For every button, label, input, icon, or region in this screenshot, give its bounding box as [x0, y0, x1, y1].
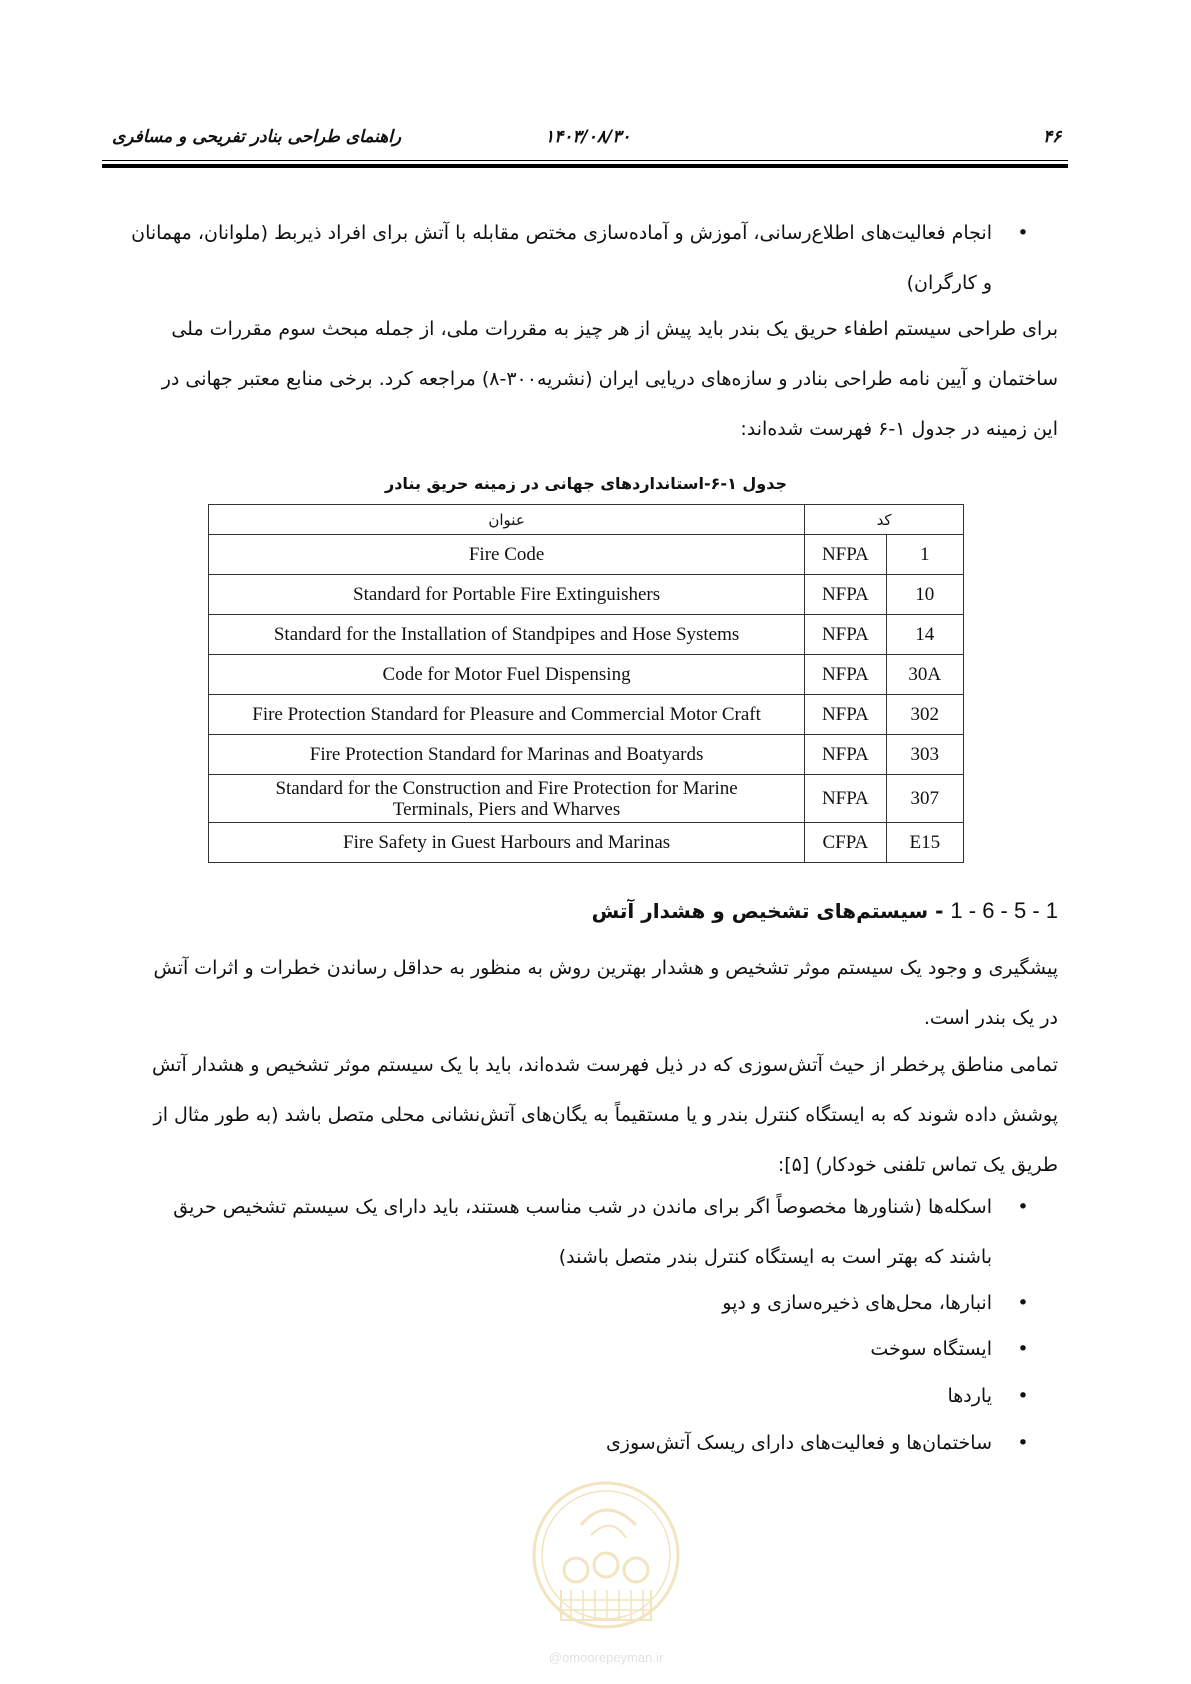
bullet-icon: • — [1017, 1292, 1029, 1314]
standard-org: NFPA — [805, 735, 886, 775]
bullet-icon: • — [1017, 1432, 1029, 1454]
standard-org: NFPA — [805, 775, 886, 823]
bullet-icon: • — [1017, 1385, 1029, 1407]
paragraph-line: برای طراحی سیستم اطفاء حریق یک بندر باید پیش از هر چیز به مقررات ملی، از جمله مبحث سوم مقررات ملی — [171, 318, 1058, 340]
watermark — [521, 1470, 691, 1670]
list-item-line: اسکله‌ها (شناورها مخصوصاً اگر برای ماندن در شب مناسب هستند، باید دارای یک سیستم تشخیص حریق — [173, 1196, 992, 1218]
table-row — [209, 695, 964, 735]
table-row — [209, 775, 964, 823]
standard-title: Fire Code — [209, 535, 805, 575]
list-item — [114, 1324, 1034, 1374]
standard-title: Standard for the Installation of Standpipes and Hose Systems — [209, 615, 805, 655]
list-item — [114, 1418, 1034, 1468]
standard-number: 10 — [886, 575, 963, 615]
intro-bullet-text — [114, 208, 992, 308]
standard-title — [209, 775, 805, 823]
standard-number: 30A — [886, 655, 963, 695]
paragraph-line: پیشگیری و وجود یک سیستم موثر تشخیص و هشدار بهترین روش به منظور به حداقل رساندن خطرات و اثرات آتش — [153, 957, 1058, 979]
table-row — [209, 655, 964, 695]
list-item-text: ساختمان‌ها و فعالیت‌های دارای ریسک آتش‌سوزی — [605, 1432, 992, 1454]
standards-table — [208, 504, 964, 863]
section-heading — [300, 898, 1058, 924]
standard-org: NFPA — [805, 615, 886, 655]
standard-title: Standard for Portable Fire Extinguishers — [209, 575, 805, 615]
header-date: ۱۴۰۳/۰۸/۳۰ — [545, 127, 631, 147]
paragraph-line: تمامی مناطق پرخطر از حیث آتش‌سوزی که در ذیل فهرست شده‌اند، باید با یک سیستم موثر تشخیص و هشدار آتش — [152, 1054, 1058, 1076]
intro-bullet — [114, 208, 1034, 308]
table-row — [209, 535, 964, 575]
standard-number: 14 — [886, 615, 963, 655]
standard-number: 302 — [886, 695, 963, 735]
table-header-row — [209, 505, 964, 535]
standard-title: Fire Safety in Guest Harbours and Marinas — [209, 823, 805, 863]
watermark-logo-icon — [521, 1470, 691, 1645]
header-rule-thick — [102, 164, 1068, 168]
standard-number: 303 — [886, 735, 963, 775]
standard-org: NFPA — [805, 575, 886, 615]
list-item-text — [114, 1182, 992, 1282]
standard-title: Fire Protection Standard for Marinas and Boatyards — [209, 735, 805, 775]
paragraph-line: طریق یک تماس تلفنی خودکار) [۵]: — [777, 1154, 1058, 1176]
table-row — [209, 823, 964, 863]
standard-title: Fire Protection Standard for Pleasure and Commercial Motor Craft — [209, 695, 805, 735]
table-row — [209, 615, 964, 655]
section-dash: - — [928, 899, 944, 923]
list-item-text: انبارها، محل‌های ذخیره‌سازی و دپو — [722, 1292, 992, 1314]
paragraph-line: پوشش داده شوند که به ایستگاه کنترل بندر و یا مستقیماً به یگان‌های آتش‌نشانی محلی متصل باشد (به طور مثال از — [153, 1104, 1058, 1126]
section-paragraph-1 — [114, 943, 1058, 1043]
section-paragraph-2 — [114, 1040, 1058, 1190]
list-item-line: باشند که بهتر است به ایستگاه کنترل بندر متصل باشند) — [558, 1246, 992, 1268]
section-title: سیستم‌های تشخیص و هشدار آتش — [591, 899, 929, 923]
standard-org: NFPA — [805, 535, 886, 575]
bullet-icon: • — [1017, 1338, 1029, 1360]
list-item-text: ایستگاه سوخت — [870, 1338, 992, 1360]
table-row — [209, 735, 964, 775]
header-title: راهنمای طراحی بنادر تفریحی و مسافری — [112, 127, 402, 147]
list-item — [114, 1182, 1034, 1282]
standard-title-line: Standard for the Construction and Fire Protection for Marine — [275, 777, 738, 799]
bullet-icon: • — [1017, 1196, 1029, 1218]
list-item — [114, 1278, 1034, 1328]
watermark-site: @omoorepeyman.ir — [548, 1650, 664, 1665]
paragraph-line: ساختمان و آیین نامه طراحی بنادر و سازه‌های دریایی ایران (نشریه۳۰۰-۸) مراجعه کرد. برخی منابع معتبر جهانی در — [161, 368, 1058, 390]
table-caption: جدول ۱-۶-استانداردهای جهانی در زمینه حریق بنادر — [385, 474, 787, 493]
standard-number: E15 — [886, 823, 963, 863]
page-number: ۴۶ — [1043, 127, 1062, 147]
header-title-cell: عنوان — [209, 505, 805, 535]
standard-title-line: Terminals, Piers and Wharves — [392, 798, 621, 820]
paragraph-line: در یک بندر است. — [923, 1007, 1058, 1029]
paragraph-line: این زمینه در جدول ۱-۶ فهرست شده‌اند: — [740, 418, 1058, 440]
standard-org: NFPA — [805, 655, 886, 695]
intro-paragraph — [114, 304, 1058, 454]
list-item-text: یاردها — [947, 1385, 992, 1407]
standard-org: CFPA — [805, 823, 886, 863]
list-item — [114, 1371, 1034, 1421]
intro-bullet-line: و کارگران) — [906, 272, 992, 294]
standard-number: 1 — [886, 535, 963, 575]
standard-org: NFPA — [805, 695, 886, 735]
header-code-cell: کد — [805, 505, 964, 535]
standard-title: Code for Motor Fuel Dispensing — [209, 655, 805, 695]
table-row — [209, 575, 964, 615]
header-rule-thin — [102, 160, 1068, 161]
standard-number: 307 — [886, 775, 963, 823]
intro-bullet-line: انجام فعالیت‌های اطلاع‌رسانی، آموزش و آماده‌سازی مختص مقابله با آتش برای افراد ذیربط (ملوانان، مهمانان — [131, 222, 992, 244]
bullet-icon: • — [1017, 222, 1029, 244]
section-number: 1 - 6 - 5 - 1 — [950, 898, 1058, 923]
